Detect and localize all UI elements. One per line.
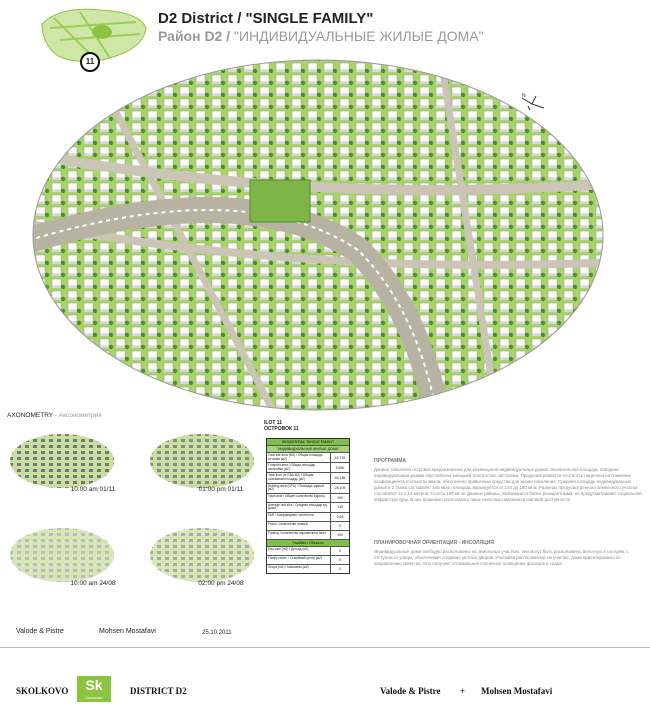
lot-title-ru: ОСТРОВОК 11	[264, 426, 299, 432]
footer-divider	[0, 647, 650, 648]
row-value: 190	[337, 532, 343, 537]
row-label: FAR / Коэффициент плотности	[267, 513, 331, 521]
skolkovo-logo	[77, 676, 111, 702]
row-value: 3 650	[335, 465, 345, 470]
row-value: 0.65	[336, 514, 344, 519]
table-row	[267, 565, 349, 573]
table-row	[267, 503, 349, 513]
sun-study-thumbnail	[8, 526, 116, 584]
table-row	[267, 547, 349, 556]
signature-date: 25.10.2011	[202, 630, 232, 636]
axonometry-label	[7, 412, 102, 419]
row-value: 0	[339, 566, 341, 571]
page-title: D2 District / "SINGLE FAMILY"	[158, 10, 374, 27]
footer-district: DISTRICT D2	[130, 686, 187, 696]
table-row	[267, 473, 349, 483]
row-label: Floors / количество этажей	[267, 522, 331, 530]
lot-data-table	[266, 438, 350, 574]
axonometry-label-en: AXONOMETRY	[7, 412, 53, 419]
signature-firm: Valode & Pistre	[16, 628, 64, 635]
table-row	[267, 522, 349, 531]
table-row	[267, 556, 349, 565]
row-value: 43 739	[334, 455, 346, 460]
footer-firm: Valode & Pistre	[380, 686, 441, 696]
row-value: 3	[339, 523, 341, 528]
row-label: Building area (GFA) / Площадь зданий (м2)	[267, 484, 331, 493]
row-value: 0	[339, 548, 341, 553]
orientation-heading: ПЛАНИРОВОЧНАЯ ОРИЕНТАЦИЯ - ИНСОЛЯЦИЯ	[374, 540, 494, 546]
row-label: Total site area (M2) / Общая площадь острова (м2)	[267, 453, 331, 462]
table-header: RESIDENTIAL "SINGLE FAMILY"	[267, 439, 349, 446]
row-label: Total floor (m GBA M2) / Общая поэтажная площадь (м2)	[267, 473, 331, 482]
sun-study-thumbnail	[148, 432, 256, 490]
subtitle-suffix: "ИНДИВИДУАЛЬНЫЕ ЖИЛЫЕ ДОМА"	[234, 28, 484, 44]
row-label: Parking / количество парковочных мест	[267, 531, 331, 539]
page-subtitle	[158, 28, 484, 44]
table-row	[267, 531, 349, 540]
row-value: 0	[339, 557, 341, 562]
thumbnail-caption: 02:00 pm 24/08	[198, 580, 244, 587]
row-value: 28 109	[334, 486, 346, 491]
signature-architect: Mohsen Mostafavi	[99, 628, 156, 635]
row-label: Total units / Общее количество единиц	[267, 494, 331, 502]
axonometry-view	[18, 50, 618, 412]
row-label: Day-care (m2) / Детсад (м2)	[267, 547, 331, 555]
table-row	[267, 484, 349, 494]
footer-plus: +	[460, 686, 466, 696]
table-row	[267, 463, 349, 473]
row-label: Footprint area / Общая площадь застройки (м2)	[267, 463, 331, 472]
thumbnail-caption: 10:00 am 01/11	[70, 486, 116, 493]
table-row	[267, 513, 349, 522]
row-label: Family center / Семейный центр (м2)	[267, 556, 331, 564]
logo-mark: Sk	[85, 677, 103, 693]
district-number-badge: 11	[80, 52, 100, 72]
table-subheader: "ИНДИВИДУАЛЬНЫЕ ЖИЛЫЕ ДОМА"	[267, 446, 349, 453]
subtitle-prefix: Район D2 /	[158, 28, 231, 44]
lot-heading	[264, 420, 299, 432]
sun-study-thumbnail	[8, 432, 116, 490]
orientation-text: Индивидуальные дома свободно расположены на земельных участках: они могут быть расположены вплотную к соседям, с отступом от улицы, обеспечивая создание уютных дворов. Учитывая расположение на участке, дома ориентированы по направлению север-юг. Оно получает оптимальное солнечное освещение фасадов и садов.	[374, 549, 629, 566]
axonometry-label-ru: - Аксонометрия	[53, 412, 102, 419]
row-value: 46 185	[334, 475, 346, 480]
table-row	[267, 494, 349, 503]
row-label: Average unit size / Средняя площадь ед. Дома	[267, 503, 331, 512]
svg-text:N: N	[522, 93, 526, 99]
logo-caption: Сколково	[85, 695, 103, 700]
thumbnail-caption: 10:00 am 24/08	[70, 580, 116, 587]
facilities-header: Facilities / Объекты	[267, 540, 349, 547]
footer-skolkovo: SKOLKOVO	[16, 686, 69, 696]
row-label: Shops (m2) / Магазины (м2)	[267, 565, 331, 573]
sun-study-thumbnail	[148, 526, 256, 584]
thumbnail-caption: 01:00 pm 01/11	[198, 486, 244, 493]
row-value: 145	[337, 505, 343, 510]
table-row	[267, 453, 349, 463]
lot-title-en: ILOT 11	[264, 420, 283, 426]
program-heading: ПРОГРАММА	[374, 458, 407, 464]
footer-architect: Mohsen Mostafavi	[481, 686, 553, 696]
row-value: 190	[337, 495, 343, 500]
program-text: Данная типология островка предназначена для размещения индивидуальных домов. Значительная площадь отведена индивидуальным домам обусловлена меньшей плотностью застройки. Предусматривается плотность нацелена на снижение коэффициента плотности земли, обеспечено привычные средства для жизни населения. Средняя площадь индивидуальных домов в 3 этажа составляет 145 кв.м., площадь варьируется от 140 до 180 кв.м. Размеры предусмотренного земельного участка составляет 12 х 14 метров, то есть 168 кв. м. Данные районы, являющиеся более резидентными, не предусматривает социальной инфраструктуры. В них возможно располагать лишь несколько магазинов шаговой доступности.	[374, 467, 642, 502]
